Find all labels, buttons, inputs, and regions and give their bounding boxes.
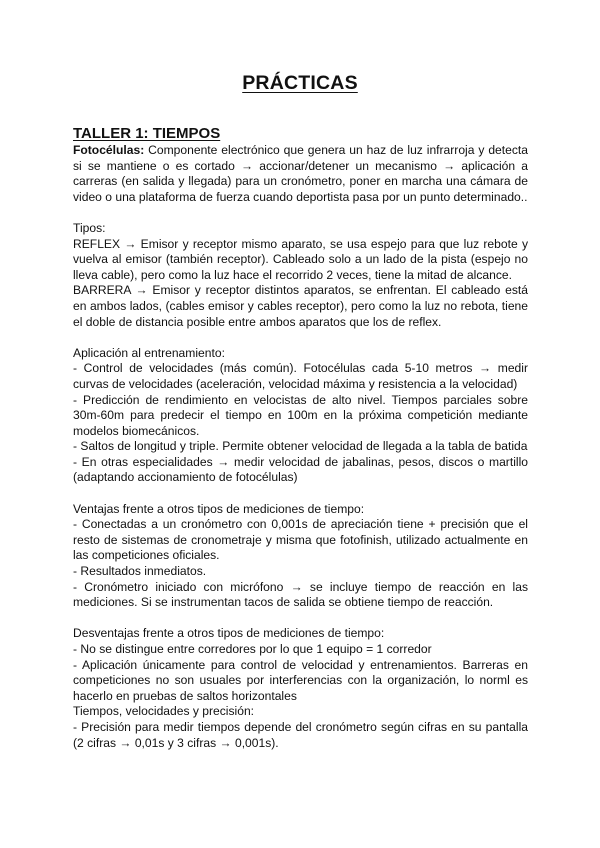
desventajas-item: - No se distingue entre corredores por lo que 1 equipo = 1 corredor [73, 642, 432, 656]
spacer [73, 330, 528, 346]
precision-label: Tiempos, velocidades y precisión: [73, 704, 255, 719]
fotocelulas-paragraph [73, 143, 528, 205]
tipos-barrera: BARRERA → Emisor y receptor distintos aparatos, se enfrentan. El cableado está en ambos lados, (cables emisor y cables receptor), pero como la luz no rebota, tiene el doble de distancia posible entre ambos aparatos que los de reflex. [73, 283, 528, 329]
desventajas-item: - Aplicación únicamente para control de velocidad y entrenamientos. Barreras en competiciones no son usuales por interferencias con la organización, lo norml es hacerlo en pruebas de saltos horizontales [73, 657, 528, 703]
spacer [73, 486, 528, 502]
page-title: PRÁCTICAS [242, 72, 358, 94]
spacer [73, 205, 528, 221]
fotocelulas-definition: Componente electrónico que genera un haz de luz infrarroja y detecta si se mantiene o es cortado → accionar/detener un mecanismo → aplicación a carreras (en salida y llegada) para un cronómetro, poner en marcha una cámara de video o una plataforma de fuerza cuando deportista pasa por un punto determinado.. [73, 143, 528, 204]
aplicacion-item: - Predicción de rendimiento en velocistas de alto nivel. Tiempos parciales sobre 30m-60m para predecir el tiempo en 100m en la próxima competición mediante modelos biomecánicos. [73, 392, 528, 438]
ventajas-item: - Resultados inmediatos. [73, 564, 207, 579]
precision-item: - Precisión para medir tiempos depende del cronómetro según cifras en su pantalla (2 cifras → 0,01s y 3 cifras → 0,001s). [73, 719, 528, 750]
document-body [73, 124, 528, 751]
desventajas-label: Desventajas frente a otros tipos de mediciones de tiempo: [73, 626, 385, 641]
tipos-reflex: REFLEX → Emisor y receptor mismo aparato, se usa espejo para que luz rebote y vuelva al emisor (también receptor). Cableado solo a un lado de la pista (espejo no lleva cable), pero como la luz hace el recorrido 2 veces, tiene la mitad de alcance. [73, 236, 528, 282]
ventajas-label: Ventajas frente a otros tipos de mediciones de tiempo: [73, 501, 365, 516]
spacer [73, 611, 528, 627]
aplicacion-item: - Control de velocidades (más común). Fotocélulas cada 5-10 metros → medir curvas de velocidades (aceleración, velocidad máxima y resistencia a la velocidad) [73, 361, 528, 391]
section-heading: TALLER 1: TIEMPOS [73, 125, 221, 142]
ventajas-item: - Cronómetro iniciado con micrófono → se incluye tiempo de reacción en las mediciones. Si se instrumentan tacos de salida se obtiene tiempo de reacción. [73, 579, 528, 610]
aplicacion-item: - Saltos de longitud y triple. Permite obtener velocidad de llegada a la tabla de batida [73, 439, 528, 454]
fotocelulas-term: Fotocélulas: [73, 143, 145, 157]
tipos-label: Tipos: [73, 220, 106, 235]
aplicacion-label: Aplicación al entrenamiento: [73, 345, 225, 360]
ventajas-item: - Conectadas a un cronómetro con 0,001s de apreciación tiene + precisión que el resto de sistemas de cronometraje y misma que fotofinish, utilizado actualmente en las competiciones oficiales. [73, 517, 528, 563]
aplicacion-item: - En otras especialidades → medir velocidad de jabalinas, pesos, discos o martillo (adaptando accionamiento de fotocélulas) [73, 454, 528, 485]
